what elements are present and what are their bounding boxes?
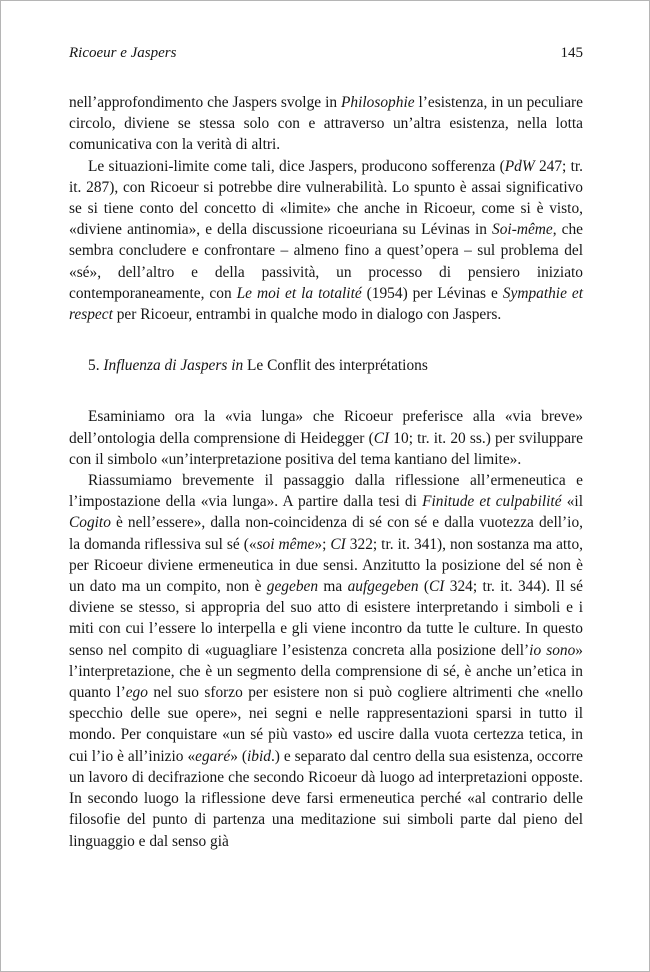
paragraph-continuation: nell’approfondimento che Jaspers svolge in Philosophie l’esistenza, in un peculiare circolo, diviene se stessa solo con e attraverso un’altra esistenza, nella lotta comunicativa con la verità di altri. [69,94,583,154]
page-header [69,45,583,62]
paragraph: Le situazioni-limite come tali, dice Jaspers, producono sofferenza (PdW 247; tr. it. 287), con Ricoeur si potrebbe dire vulnerabilità. Lo spunto è assai significativo se si tiene conto del concetto di «limite» che anche in Ricoeur, come si è visto, «diviene antinomia», e della discussione ricoeuriana su Lévinas in Soi-même, che sembra concludere e confrontare – almeno fino a quest’opera – sul problema del «sé», dell’altro e della passività, un processo di pensiero iniziato contemporaneamente, con Le moi et la totalité (1954) per Lévinas e Sympathie et respect per Ricoeur, entrambi in qualche modo in dialogo con Jaspers. [69,157,584,324]
paragraph: Riassumiamo brevemente il passaggio dalla riflessione all’ermeneutica e l’impostazione della «via lunga». A partire dalla tesi di Finitude et culpabilité «il Cogito è nell’essere», dalla non-coincidenza di sé con sé e dalla vuotezza dell’io, la domanda riflessiva sul sé («soi même»; CI 322; tr. it. 341), non sostanza ma atto, per Ricoeur diviene ermeneutica in due sensi. Anzitutto la posizione del sé non è un dato ma un compito, non è gegeben ma aufgegeben (CI 324; tr. it. 344). Il sé diviene se stesso, si appropria del suo atto di esistere interpretando i simboli e i miti con cui l’essere lo interpella e gli viene incontro da tutte le culture. In questo senso nel compito di «uguagliare l’esistenza concreta alla posizione dell’io sono» l’interpretazione, che è un segmento della comprensione di sé, è anche un’etica in quanto l’ego nel suo sforzo per esistere non si può cogliere altrimenti che «nello specchio delle sue opere», nei segni e nelle rappresentazioni sparsi in tutto il mondo. Per conquistare «un sé più vasto» ed uscire dalla vuota certezza tetica, in cui l’io è all’inizio «egaré» (ibid.) e separato dal centro della sua esistenza, occorre un lavoro di decifrazione che secondo Ricoeur dà luogo ad interpretazioni opposte. In secondo luogo la riflessione deve farsi ermeneutica perché «al contrario delle filosofie del punto di partenza una meditazione sui simboli parte dal pieno del linguaggio e dal senso già [69,472,583,850]
page-body [69,92,583,852]
section-heading: 5. Influenza di Jaspers in Le Conflit des interprétations [88,357,428,375]
page-number: 145 [560,45,583,61]
running-title: Ricoeur e Jaspers [69,45,177,61]
paragraph: Esaminiamo ora la «via lunga» che Ricoeur preferisce alla «via breve» dell’ontologia della comprensione di Heidegger (CI 10; tr. it. 20 ss.) per sviluppare con il simbolo «un’interpretazione positiva del tema kantiano del limite». [69,408,583,468]
